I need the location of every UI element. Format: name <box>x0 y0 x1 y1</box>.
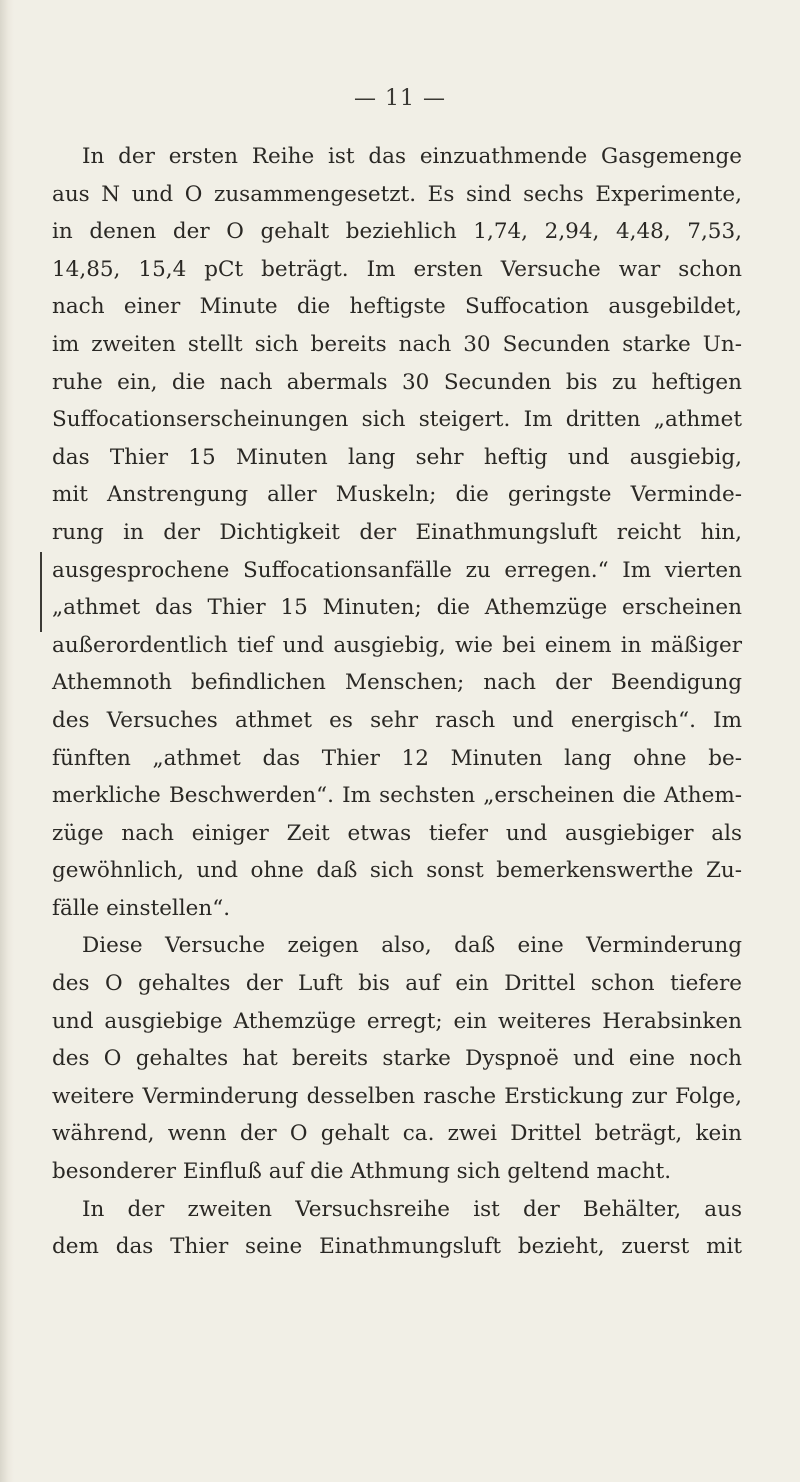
text-line: In der ersten Reihe ist das einzuathmende Gasgemenge <box>82 144 742 169</box>
text-line: des O gehaltes hat bereits starke Dyspnoë und eine noch <box>52 1046 742 1072</box>
text-line: Diese Versuche zeigen also, daß eine Verminderung <box>82 933 742 959</box>
paragraph-2 <box>52 927 742 1190</box>
text-line: ruhe ein, die nach abermals 30 Secunden bis zu heftigen <box>52 369 742 395</box>
text-line: während, wenn der O gehalt ca. zwei Drittel beträgt, kein <box>52 1121 742 1147</box>
text-line: mit Anstrengung aller Muskeln; die geringste Verminde- <box>52 482 742 508</box>
text-line: „athmet das Thier 15 Minuten; die Athemzüge erscheinen <box>52 595 742 621</box>
text-line: ausgesprochene Suffocationsanfälle zu erregen.“ Im vierten <box>52 557 742 583</box>
page-edge-shadow <box>0 0 14 1482</box>
text-line: rung in der Dichtigkeit der Einathmungsluft reicht hin, <box>52 519 742 545</box>
text-line: fünften „athmet das Thier 12 Minuten lang ohne be- <box>52 745 742 771</box>
text-line: besonderer Einfluß auf die Athmung sich geltend macht. <box>52 1159 672 1185</box>
text-line: des O gehaltes der Luft bis auf ein Drittel schon tiefere <box>52 971 742 997</box>
text-line: merkliche Beschwerden“. Im sechsten „erscheinen die Athem- <box>52 783 742 809</box>
text-line: dem das Thier seine Einathmungsluft bezieht, zuerst mit <box>52 1234 742 1260</box>
text-line: des Versuches athmet es sehr rasch und energisch“. Im <box>52 707 742 733</box>
margin-mark <box>40 552 42 632</box>
text-line: im zweiten stellt sich bereits nach 30 Secunden starke Un- <box>52 331 742 357</box>
text-line: fälle einstellen“. <box>52 895 231 921</box>
page-number: — 11 — <box>354 86 446 111</box>
text-line: gewöhnlich, und ohne daß sich sonst bemerkenswerthe Zu- <box>52 858 742 884</box>
paragraph-1 <box>52 138 742 927</box>
text-line: außerordentlich tief und ausgiebig, wie bei einem in mäßiger <box>52 632 742 658</box>
text-line: züge nach einiger Zeit etwas tiefer und ausgiebiger als <box>52 820 742 846</box>
text-line: In der zweiten Versuchsreihe ist der Behälter, aus <box>82 1196 742 1222</box>
text-line: Athemnoth befindlichen Menschen; nach der Beendigung <box>52 670 742 696</box>
paragraph-3 <box>52 1191 742 1266</box>
text-line: in denen der O gehalt beziehlich 1,74, 2,94, 4,48, 7,53, <box>52 219 742 245</box>
text-line: und ausgiebige Athemzüge erregt; ein weiteres Herabsinken <box>52 1008 742 1034</box>
text-line: weitere Verminderung desselben rasche Erstickung zur Folge, <box>52 1083 742 1109</box>
text-line: Suffocationserscheinungen sich steigert. Im dritten „athmet <box>52 407 742 433</box>
text-line: 14,85, 15,4 pCt beträgt. Im ersten Versuche war schon <box>52 256 742 282</box>
text-line: aus N und O zusammengesetzt. Es sind sechs Experimente, <box>52 181 742 207</box>
text-line: das Thier 15 Minuten lang sehr heftig und ausgiebig, <box>52 444 742 470</box>
body-text <box>52 138 742 1266</box>
text-line: nach einer Minute die heftigste Suffocation ausgebildet, <box>52 294 742 320</box>
